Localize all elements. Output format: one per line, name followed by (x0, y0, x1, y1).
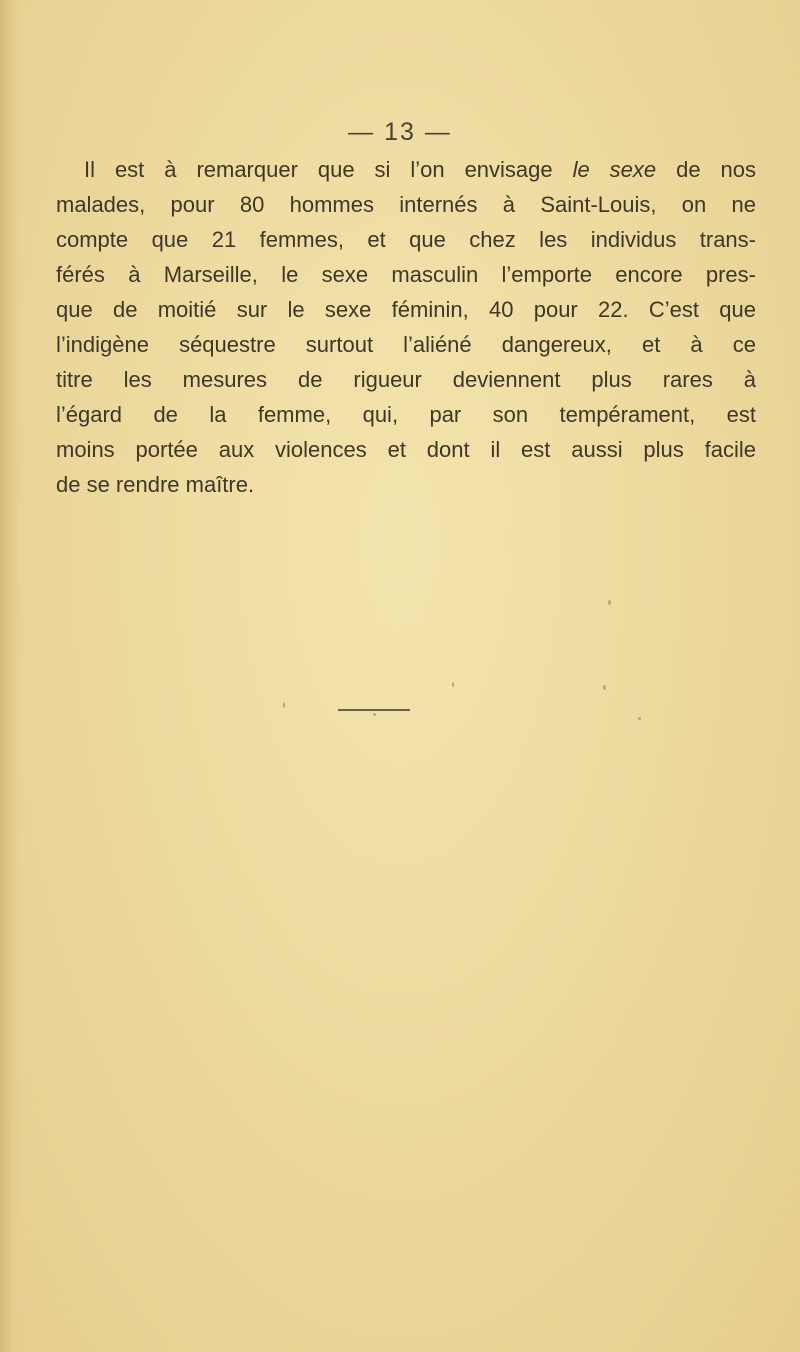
text-line: l’égard de la femme, qui, par son tempérament, est (56, 402, 756, 427)
text-line: malades, pour 80 hommes internés à Saint-Louis, on ne (56, 192, 756, 217)
paper-speck (283, 702, 285, 708)
paper-speck (603, 685, 606, 690)
text-line: de se rendre maître. (56, 472, 255, 497)
section-divider-rule (338, 709, 410, 711)
paper-speck (638, 717, 641, 720)
paper-speck (608, 600, 611, 605)
page-number: — 13 — (348, 118, 452, 146)
body-paragraph (56, 152, 756, 502)
text-line (56, 152, 756, 187)
text-line: titre les mesures de rigueur deviennent plus rares à (56, 367, 756, 392)
text-line: l’indigène séquestre surtout l’aliéné dangereux, et à ce (56, 332, 756, 357)
text-line: que de moitié sur le sexe féminin, 40 pour 22. C’est que (56, 297, 756, 322)
emphasis-text: le sexe (572, 157, 657, 182)
paper-speck (373, 713, 376, 716)
text-line: compte que 21 femmes, et que chez les individus trans- (56, 227, 756, 252)
page-edge-shadow (0, 0, 22, 1352)
paper-speck (452, 682, 454, 687)
text-line: férés à Marseille, le sexe masculin l’emporte encore pres- (56, 262, 756, 287)
text-run: de nos (656, 157, 756, 182)
text-run: Il est à remarquer que si l’on envisage (84, 157, 573, 182)
text-line: moins portée aux violences et dont il est aussi plus facile (56, 437, 756, 462)
